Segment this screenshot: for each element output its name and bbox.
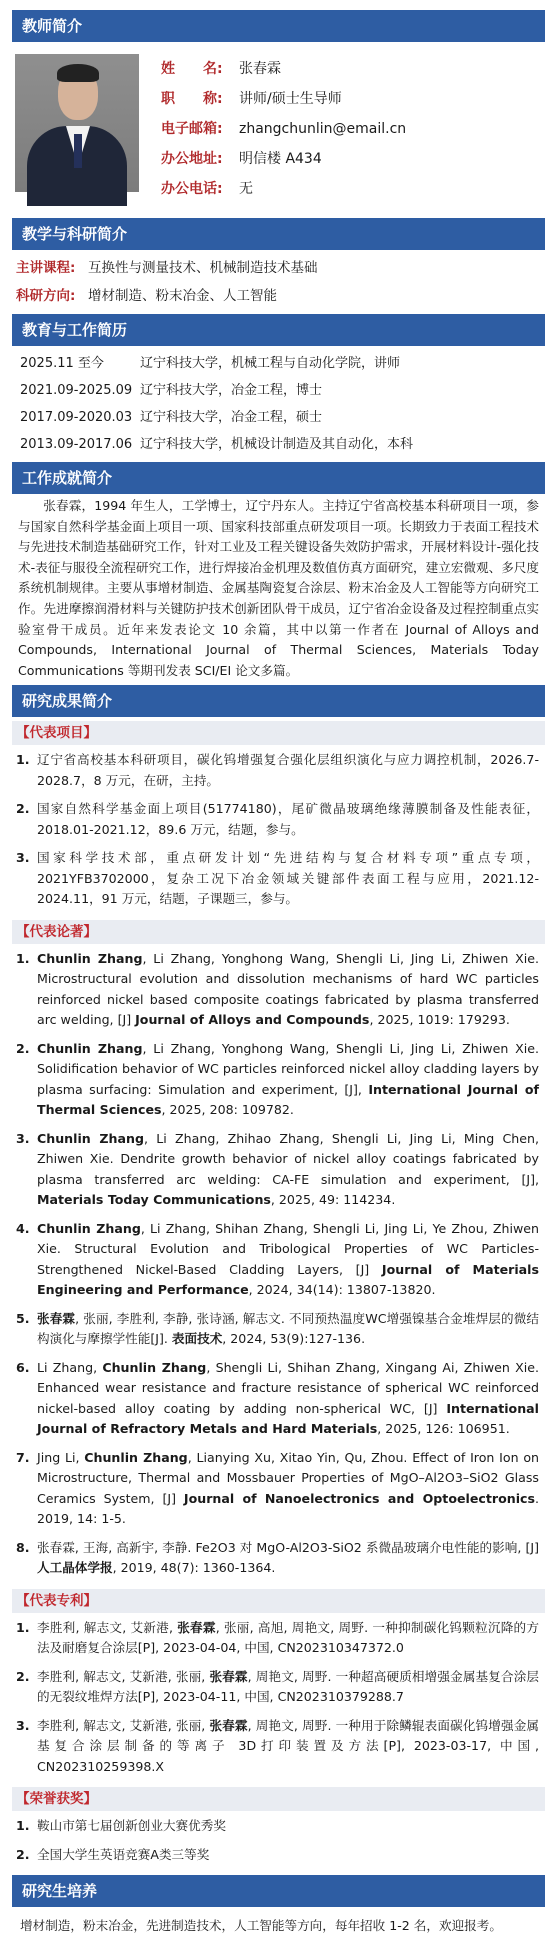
paper-author: Chunlin Zhang bbox=[84, 1449, 188, 1465]
patent-body: , 周艳文, 周野. 一种用于除鳞辊表面碳化钨增强金属基复合涂层制备的等离子 3D打印装置及方法[P], 2023-03-17, 中国, CN202310259398.X bbox=[37, 1717, 540, 1774]
paper-text bbox=[37, 1358, 539, 1440]
project-text: 国家科学技术部，重点研发计划“先进结构与复合材料专项”重点专项，2021YFB3702000，复杂工况下冶金领域关键部件表面工程与应用，2021.12-2024.11，91 万元，结题，子课题三，参与。 bbox=[37, 850, 539, 907]
paper-author: 张春霖 bbox=[37, 1310, 76, 1326]
education-desc: 辽宁科技大学，机械设计制造及其自动化，本科 bbox=[140, 437, 414, 452]
education-row bbox=[16, 350, 541, 377]
paper-author: Chunlin Zhang bbox=[37, 1040, 143, 1056]
paper-journal: 表面技术 bbox=[171, 1331, 223, 1347]
item-number: 2. bbox=[16, 801, 30, 817]
section-header-students: 研究生培养 bbox=[12, 1875, 545, 1907]
paper-tail: , 2025, 1019: 179293. bbox=[369, 1012, 510, 1028]
email-value[interactable]: zhangchunlin@email.cn bbox=[239, 121, 407, 137]
teacher-photo bbox=[15, 54, 139, 192]
patent-pre: 李胜利, 解志文, 艾新港, 张丽, bbox=[37, 1717, 210, 1733]
phone-value: 无 bbox=[239, 181, 253, 197]
item-number: 2. bbox=[16, 1040, 30, 1056]
education-row bbox=[16, 404, 541, 431]
phone-row bbox=[161, 174, 406, 204]
paper-text bbox=[37, 1219, 539, 1301]
paper-item bbox=[12, 1127, 545, 1217]
office-value: 明信楼 A434 bbox=[239, 151, 322, 167]
item-number: 1. bbox=[16, 950, 30, 966]
paper-text bbox=[37, 1039, 539, 1121]
profile-info bbox=[161, 48, 406, 218]
item-number: 5. bbox=[16, 1310, 30, 1326]
paper-body: , Li Zhang, Shihan Zhang, Shengli Li, Jing Li, Ye Zhou, Zhiwen Xie. Structural Evolution and Tribological Properties of WC Particles-Strengthened Nickel-Based Cladding Layers, [J] bbox=[37, 1220, 539, 1277]
paper-item bbox=[12, 1037, 545, 1127]
patent-author: 张春霖 bbox=[209, 1668, 248, 1684]
patent-pre: 李胜利, 解志文, 艾新港, bbox=[37, 1619, 178, 1635]
item-number: 3. bbox=[16, 850, 30, 866]
section-header-education: 教育与工作简历 bbox=[12, 314, 545, 346]
office-row bbox=[161, 144, 406, 174]
project-item bbox=[12, 797, 545, 846]
patents-subheader: 【代表专利】 bbox=[12, 1589, 545, 1613]
paper-pre: Jing Li, bbox=[37, 1449, 85, 1465]
course-value: 互换性与测量技术、机械制造技术基础 bbox=[88, 260, 318, 276]
phone-label: 办公电话: bbox=[161, 181, 223, 197]
section-header-results: 研究成果简介 bbox=[12, 685, 545, 717]
office-label: 办公地址: bbox=[161, 151, 223, 167]
paper-tail: , 2025, 208: 109782. bbox=[161, 1102, 294, 1118]
item-number: 2. bbox=[16, 1668, 30, 1684]
item-number: 1. bbox=[16, 1619, 30, 1635]
honor-item bbox=[12, 1814, 545, 1843]
patent-pre: 李胜利, 解志文, 艾新港, 张丽, bbox=[37, 1668, 210, 1684]
paper-author: Chunlin Zhang bbox=[37, 1220, 141, 1236]
item-number: 1. bbox=[16, 752, 30, 768]
paper-pre: 张春霖, 王海, 高新宇, 李静. Fe2O3 对 MgO-Al2O3-SiO2 系微晶玻璃介电性能的影响, [J] bbox=[37, 1539, 539, 1555]
email-label: 电子邮箱: bbox=[161, 121, 223, 137]
papers-subheader: 【代表论著】 bbox=[12, 920, 545, 944]
education-desc: 辽宁科技大学，机械工程与自动化学院，讲师 bbox=[140, 356, 401, 371]
paper-author: Chunlin Zhang bbox=[37, 950, 143, 966]
education-period: 2025.11 至今 bbox=[20, 356, 104, 371]
patent-text bbox=[37, 1618, 539, 1659]
item-number: 3. bbox=[16, 1717, 30, 1733]
section-header-achievements: 工作成就简介 bbox=[12, 462, 545, 494]
paper-tail: , 2025, 49: 114234. bbox=[270, 1192, 396, 1208]
patent-text bbox=[37, 1667, 539, 1708]
item-number: 7. bbox=[16, 1449, 30, 1465]
title-value: 讲师/硕士生导师 bbox=[239, 91, 342, 107]
education-period: 2021.09-2025.09 bbox=[20, 383, 133, 398]
honor-text: 全国大学生英语竞赛A类三等奖 bbox=[37, 1846, 210, 1862]
patent-body: , 张丽, 高旭, 周艳文, 周野. 一种抑制碳化钨颗粒沉降的方法及耐磨复合涂层[P], 2023-04-04, 中国, CN202310347372.0 bbox=[37, 1619, 539, 1656]
paper-author: Chunlin Zhang bbox=[102, 1359, 207, 1375]
patent-item bbox=[12, 1665, 545, 1714]
paper-journal: International Journal of Refractory Metals and Hard Materials bbox=[37, 1400, 539, 1437]
paper-item bbox=[12, 1446, 545, 1536]
paper-item bbox=[12, 1536, 545, 1585]
name-row bbox=[161, 54, 406, 84]
honors-subheader: 【荣誉获奖】 bbox=[12, 1787, 545, 1811]
paper-item bbox=[12, 1356, 545, 1446]
achievement-paragraph: 张春霖，1994 年生人，工学博士，辽宁丹东人。主持辽宁省高校基本科研项目一项，参与国家自然科学基金面上项目一项、国家科技部重点研发项目一项。长期致力于表面工程技术与先进技术制造基础研究工作，针对工业及工程关键设备失效防护需求，开展材料设计-强化技术-表征与服役全流程研究工作，进行焊接冶金机理及数值仿真方面研究，建立宏微观、多尺度系统机制规律。主要从事增材制造、金属基陶瓷复合涂层、粉末冶金及人工智能等方向研究工作。先进摩擦润滑材料与关键防护技术创新团队骨干成员，辽宁省冶金设备及过程控制重点实验室骨干成员。近年来发表论文 10 余篇，其中以第一作者在 Journal of Alloys and Compounds, International Journal of Thermal Sciences, Materials Today Communications 等期刊发表 SCI/EI 论文多篇。 bbox=[18, 498, 539, 678]
patent-item bbox=[12, 1616, 545, 1665]
paper-text bbox=[37, 1448, 539, 1530]
paper-journal: Materials Today Communications bbox=[37, 1192, 271, 1208]
section-header-teaching: 教学与科研简介 bbox=[12, 218, 545, 250]
name-label: 姓 名: bbox=[161, 61, 223, 77]
title-label: 职 称: bbox=[161, 91, 223, 107]
paper-tail: , 2024, 53(9):127-136. bbox=[222, 1331, 366, 1347]
patent-text bbox=[37, 1716, 539, 1778]
education-row bbox=[16, 377, 541, 404]
education-row bbox=[16, 431, 541, 458]
section-header-profile: 教师简介 bbox=[12, 10, 545, 42]
paper-body: , Shengli Li, Shihan Zhang, Xingang Ai, Zhiwen Xie. Enhanced wear resistance and fracture resistance of spherical WC reinforced nickel-based alloy coating by adding non-spherical WC, [J] bbox=[37, 1359, 540, 1416]
honor-item bbox=[12, 1843, 545, 1872]
paper-journal: Journal of Alloys and Compounds bbox=[135, 1012, 370, 1028]
project-text: 辽宁省高校基本科研项目，碳化钨增强复合强化层组织演化与应力调控机制，2026.7-2028.7，8 万元，在研，主持。 bbox=[37, 752, 539, 788]
profile-card bbox=[12, 42, 545, 218]
paper-body: , 张丽, 李胜利, 李静, 张诗涵, 解志文. 不同预热温度WC增强镍基合金堆焊层的微结构演化与摩擦学性能[J]. bbox=[37, 1310, 539, 1347]
paper-item bbox=[12, 947, 545, 1037]
teaching-block bbox=[12, 250, 545, 314]
education-block bbox=[12, 346, 545, 462]
projects-subheader: 【代表项目】 bbox=[12, 721, 545, 745]
paper-text bbox=[37, 1309, 539, 1350]
students-text: 增材制造，粉末冶金，先进制造技术，人工智能等方向，每年招收 1-2 名，欢迎报考。 bbox=[20, 1918, 502, 1934]
education-desc: 辽宁科技大学，冶金工程，硕士 bbox=[140, 410, 323, 425]
email-row bbox=[161, 114, 406, 144]
paper-journal: Journal of Nanoelectronics and Optoelectronics bbox=[183, 1490, 535, 1506]
education-period: 2013.09-2017.06 bbox=[20, 437, 133, 452]
paper-journal: 人工晶体学报 bbox=[37, 1560, 113, 1576]
item-number: 3. bbox=[16, 1130, 30, 1146]
paper-body: , Li Zhang, Yonghong Wang, Shengli Li, Jing Li, Zhiwen Xie. Microstructural evolution and dissolution mechanisms of hard WC particles reinforced nickel based composite coatings fabricated by plasma transferred arc welding, [J] bbox=[37, 950, 539, 1028]
patent-author: 张春霖 bbox=[209, 1717, 248, 1733]
paper-tail: , 2024, 34(14): 13807-13820. bbox=[248, 1282, 436, 1298]
item-number: 1. bbox=[16, 1818, 30, 1834]
honor-text: 鞍山市第七届创新创业大赛优秀奖 bbox=[37, 1818, 226, 1834]
patent-body: , 周艳文, 周野. 一种超高硬质相增强金属基复合涂层的无裂纹堆焊方法[P], 2023-04-11, 中国, CN202310379288.7 bbox=[37, 1668, 540, 1705]
paper-tail: , 2025, 126: 106951. bbox=[377, 1421, 510, 1437]
project-item bbox=[12, 748, 545, 797]
item-number: 2. bbox=[16, 1846, 30, 1862]
paper-body: , Lianying Xu, Xitao Yin, Qu, Zhou. Effect of Iron Ion on Microstructure, Thermal and Mossbauer Properties of MgO–Al2O3–SiO2 Glass Ceramics System, [J] bbox=[37, 1449, 540, 1506]
paper-body: , Li Zhang, Zhihao Zhang, Shengli Li, Jing Li, Ming Chen, Zhiwen Xie. Dendrite growth behavior of nickel alloy coatings fabricated by plasma transferred arc welding: CA-FE simulation and experiment, [J], bbox=[37, 1130, 540, 1187]
paper-tail: . 2019, 14: 1-5. bbox=[37, 1490, 539, 1527]
paper-item bbox=[12, 1307, 545, 1356]
project-item bbox=[12, 846, 545, 916]
patent-author: 张春霖 bbox=[177, 1619, 216, 1635]
patent-item bbox=[12, 1714, 545, 1784]
research-value: 增材制造、粉末冶金、人工智能 bbox=[88, 288, 277, 304]
paper-author: Chunlin Zhang bbox=[37, 1130, 144, 1146]
education-period: 2017.09-2020.03 bbox=[20, 410, 133, 425]
paper-journal: International Journal of Thermal Sciences bbox=[37, 1081, 539, 1118]
name-value: 张春霖 bbox=[239, 61, 281, 77]
education-desc: 辽宁科技大学，冶金工程，博士 bbox=[140, 383, 323, 398]
paper-text bbox=[37, 1538, 539, 1579]
paper-text bbox=[37, 1129, 539, 1211]
course-label: 主讲课程: bbox=[16, 260, 76, 276]
paper-pre: Li Zhang, bbox=[37, 1359, 103, 1375]
course-row bbox=[16, 254, 541, 282]
paper-text bbox=[37, 949, 539, 1031]
paper-tail: , 2019, 48(7): 1360-1364. bbox=[112, 1560, 276, 1576]
paper-journal: Journal of Materials Engineering and Performance bbox=[37, 1261, 539, 1298]
item-number: 8. bbox=[16, 1539, 30, 1555]
paper-body: , Li Zhang, Yonghong Wang, Shengli Li, Jing Li, Zhiwen Xie. Solidification behavior of WC particles reinforced nickel alloy cladding layers by plasma surfacing: Simulation and experiment, [J], bbox=[37, 1040, 539, 1097]
research-label: 科研方向: bbox=[16, 288, 76, 304]
title-row bbox=[161, 84, 406, 114]
research-row bbox=[16, 282, 541, 310]
paper-item bbox=[12, 1217, 545, 1307]
item-number: 6. bbox=[16, 1359, 30, 1375]
item-number: 4. bbox=[16, 1220, 30, 1236]
project-text: 国家自然科学基金面上项目(51774180)，尾矿微晶玻璃绝缘薄膜制备及性能表征，2018.01-2021.12，89.6 万元，结题，参与。 bbox=[37, 801, 539, 837]
